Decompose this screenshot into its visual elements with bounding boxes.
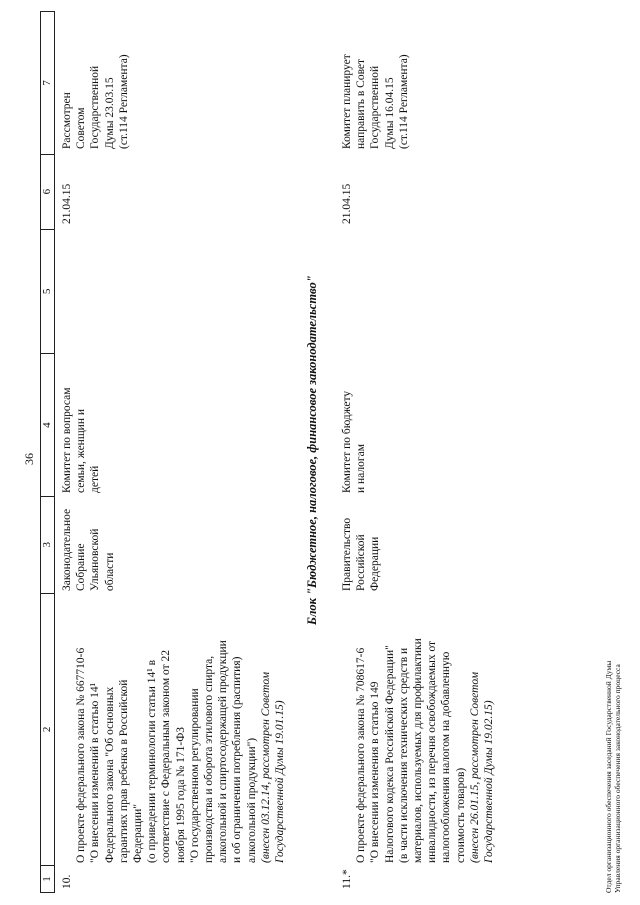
row-description <box>340 593 510 863</box>
row-committee: Комитет по бюджету и налогам <box>341 390 368 493</box>
header-col-7: 7 <box>41 80 53 86</box>
row-note: (внесен 26.01.15, рассмотрен Советом Государственной Думы 19.02.15) <box>468 671 496 863</box>
row-status: Комитет планирует направить в Совет Государственной Думы 16.04.15 (ст.114 Регламента) <box>341 54 410 149</box>
table-header <box>40 11 55 893</box>
header-col-6: 6 <box>41 154 54 229</box>
row-note: (внесен 03.12.14, рассмотрен Советом Государственной Думы 19.01.15) <box>259 671 287 863</box>
header-col-3: 3 <box>41 496 54 593</box>
header-col-1: 1 <box>41 865 54 892</box>
row-date: 21.04.15 <box>341 183 353 224</box>
header-col-5: 5 <box>41 229 54 354</box>
header-col-4: 4 <box>41 353 54 496</box>
row-committee: Комитет по вопросам семьи, женщин и детей <box>61 387 102 493</box>
row-description-text: О проекте федерального закона № 708617-6 "О внесении изменения в статью 149 Налогового кодекса Российской Федерации" (в части исключения технических средств и материалов, используемых для профилактики инвалидности, из перечня освобождаемых от налогообложения налогом на добавленную стоимость товаров) <box>355 638 467 863</box>
row-date: 21.04.15 <box>61 183 73 224</box>
row-number: 10. <box>61 874 73 889</box>
row-initiator: Законодательное Собрание Ульяновской области <box>61 508 116 591</box>
row-number: 11.* <box>341 869 353 889</box>
row-description <box>60 593 301 863</box>
row-initiator: Правительство Российской Федерации <box>341 517 382 591</box>
block-title: Блок "Бюджетное, налоговое, финансовое законодательство" <box>305 275 319 625</box>
row-status: Рассмотрен Советом Государственной Думы 23.03.15 (ст.114 Регламента) <box>61 54 130 149</box>
page-footer: Отдел организационного обеспечения заседаний Государственной Думы Управления организационного обеспечения законодательного процесса <box>604 660 622 893</box>
header-col-2: 2 <box>41 593 54 865</box>
page-number: 36 <box>22 453 36 465</box>
row-description-text: О проекте федерального закона № 667710-6 "О внесении изменений в статью 14¹ Федерального закона "Об основных гарантиях прав ребенка в Российской Федерации" (о приведении терминологии статьи 14¹ в соответствие с Федеральным законом от 22 ноября 1995 года № 171-ФЗ "О государственном регулировании производства и оборота этилового спирта, алкогольной и спиртосодержащей продукции и об ограничении потребления (распития) алкогольной продукции") <box>75 640 258 863</box>
